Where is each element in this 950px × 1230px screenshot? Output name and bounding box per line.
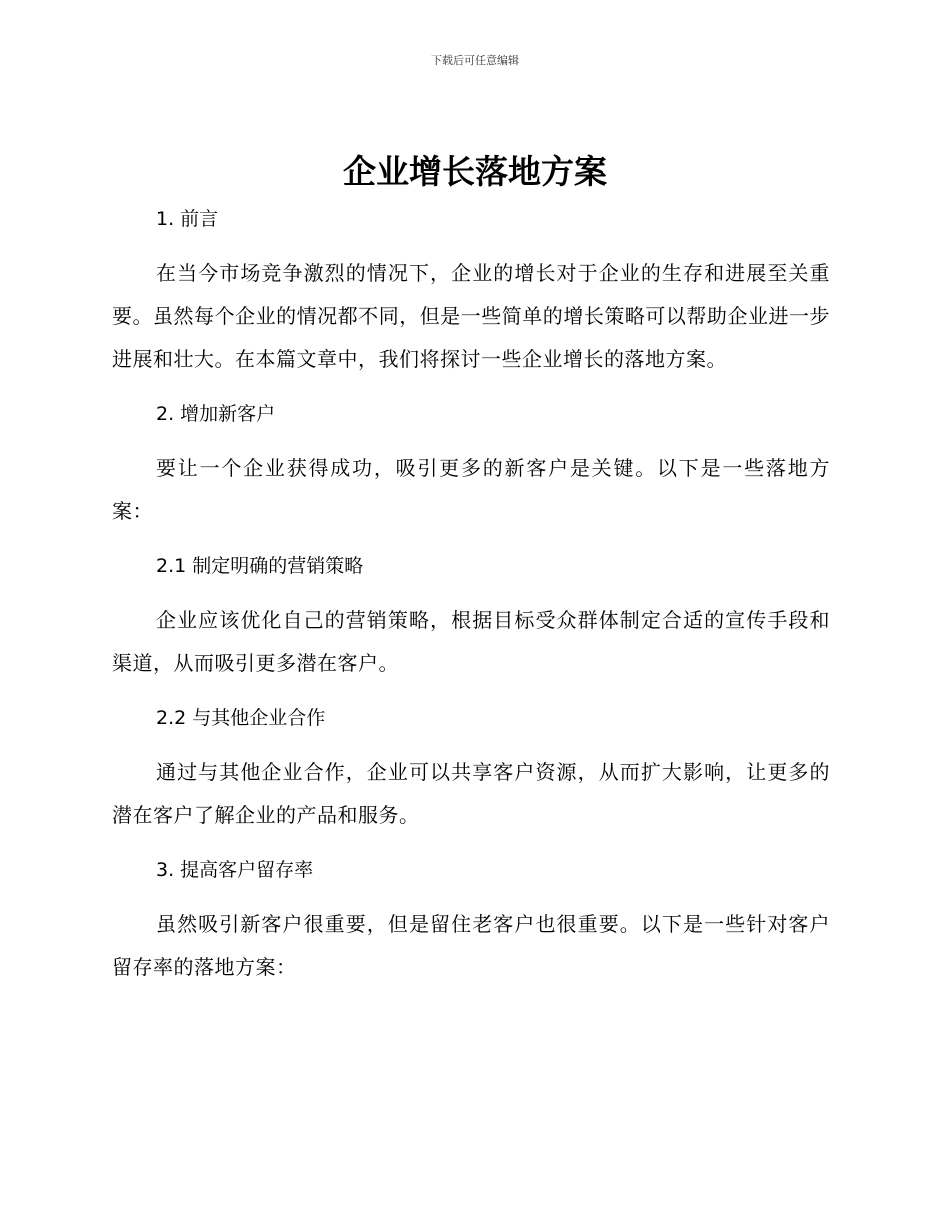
section-paragraph-partnership: 通过与其他企业合作，企业可以共享客户资源，从而扩大影响，让更多的潜在客户了解企业的产品和服务。 [112,760,830,827]
section-paragraph-retention: 虽然吸引新客户很重要，但是留住老客户也很重要。以下是一些针对客户留存率的落地方案： [112,912,830,979]
section-paragraph-new-customers: 要让一个企业获得成功，吸引更多的新客户是关键。以下是一些落地方案： [112,456,830,523]
document-title: 企业增长落地方案 [343,152,607,191]
section-heading-retention: 3. 提高客户留存率 [156,859,314,881]
section-heading-intro: 1. 前言 [156,208,219,230]
section-heading-new-customers: 2. 增加新客户 [156,403,276,425]
section-paragraph-intro: 在当今市场竞争激烈的情况下，企业的增长对于企业的生存和进展至关重要。虽然每个企业的情况都不同，但是一些简单的增长策略可以帮助企业进一步进展和壮大。在本篇文章中，我们将探讨一些企业增长的落地方案。 [112,261,830,371]
section-heading-marketing-strategy: 2.1 制定明确的营销策略 [156,555,364,577]
page-header-note: 下载后可任意编辑 [431,54,519,67]
section-heading-partnership: 2.2 与其他企业合作 [156,707,326,729]
section-paragraph-marketing-strategy: 企业应该优化自己的营销策略，根据目标受众群体制定合适的宣传手段和渠道，从而吸引更多潜在客户。 [112,608,830,675]
